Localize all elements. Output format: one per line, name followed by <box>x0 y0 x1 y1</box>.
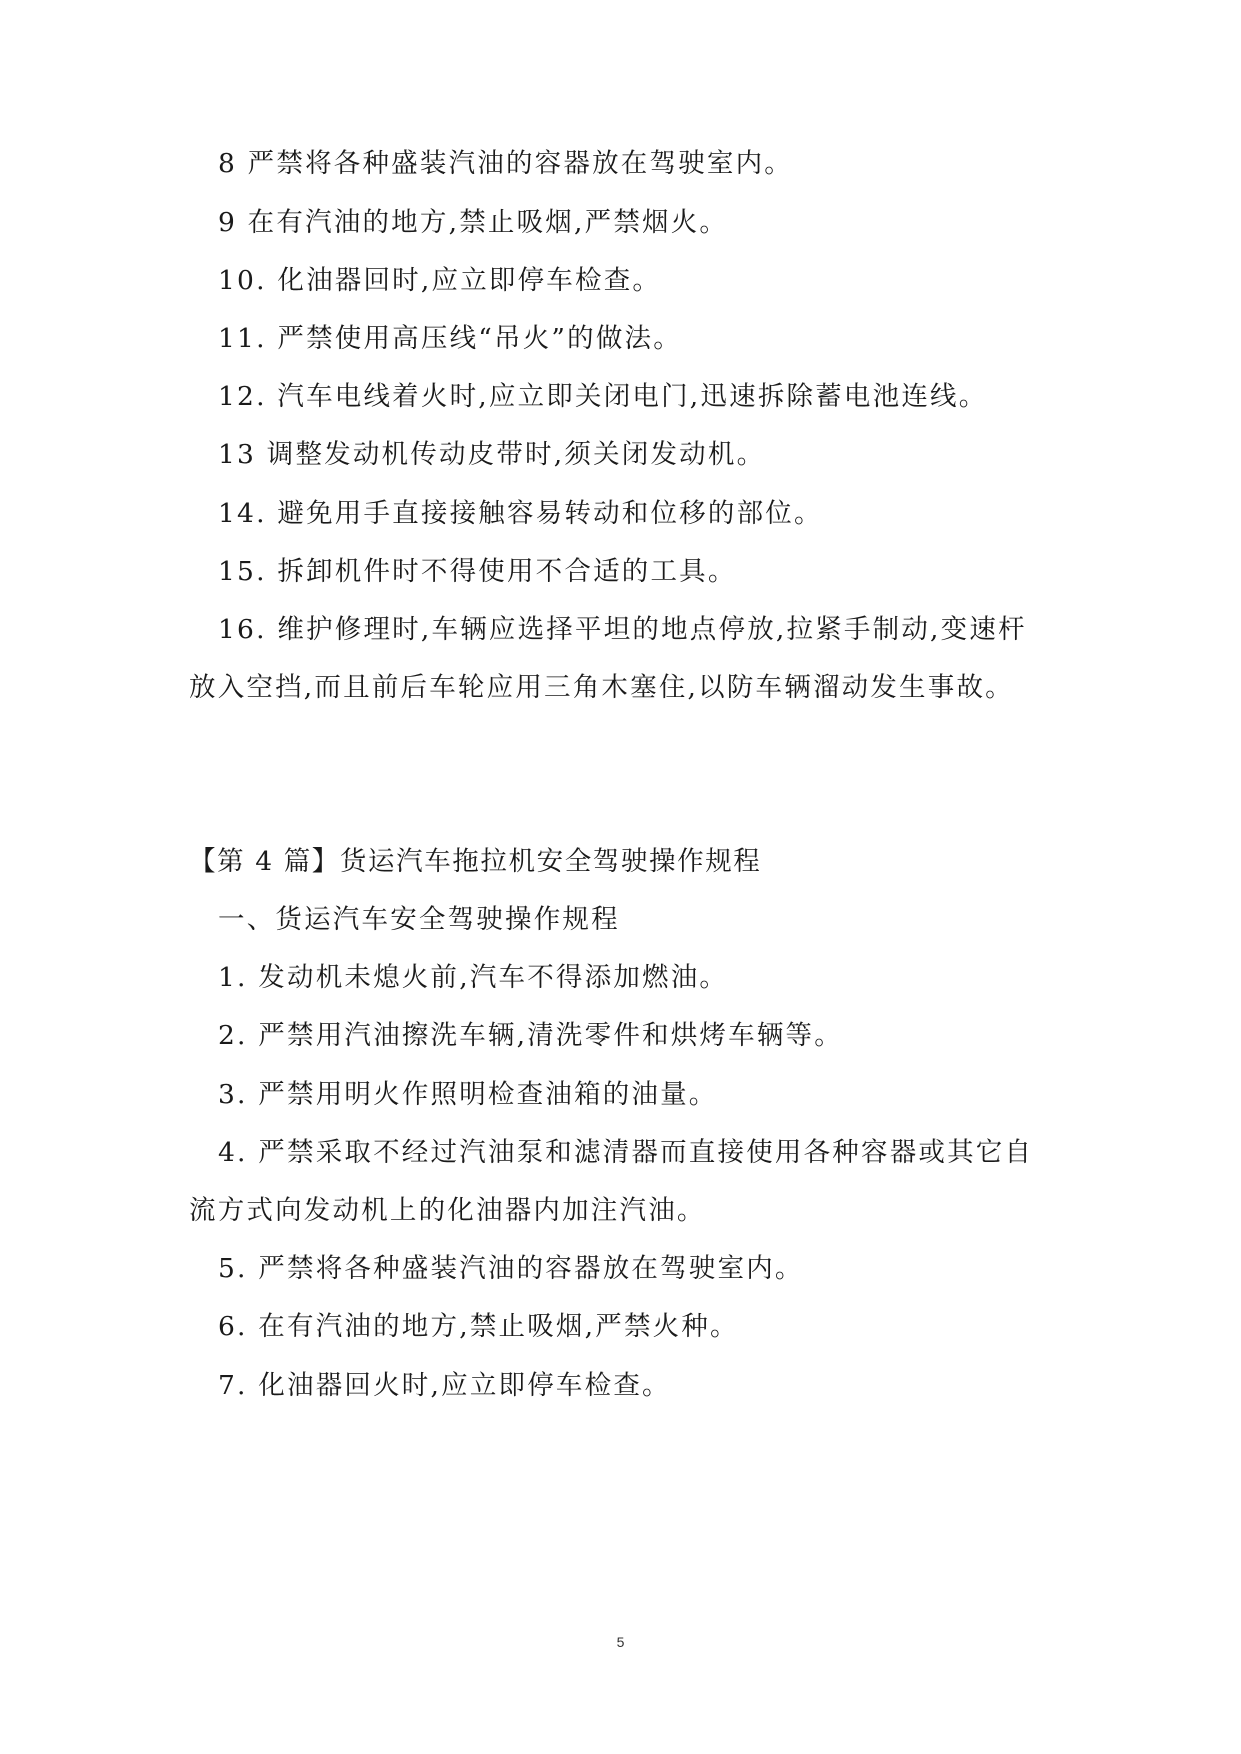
rule-item-14: 14. 避免用手直接接触容易转动和位移的部位。 <box>218 498 823 529</box>
section-item-7: 7. 化油器回火时,应立即停车检查。 <box>218 1370 671 1401</box>
section-item-3: 3. 严禁用明火作照明检查油箱的油量。 <box>218 1079 718 1110</box>
section-heading: 【第 4 篇】货运汽车拖拉机安全驾驶操作规程 <box>189 846 762 877</box>
rule-item-9: 9 在有汽油的地方,禁止吸烟,严禁烟火。 <box>218 207 729 238</box>
rule-item-13: 13 调整发动机传动皮带时,须关闭发动机。 <box>218 439 766 470</box>
rule-item-16: 16. 维护修理时,车辆应选择平坦的地点停放,拉紧手制动,变速杆 <box>218 614 1027 645</box>
section-subheading: 一、货运汽车安全驾驶操作规程 <box>218 904 620 935</box>
section-item-4-continuation: 流方式向发动机上的化油器内加注汽油。 <box>189 1195 706 1226</box>
rule-item-10: 10. 化油器回时,应立即停车检查。 <box>218 265 662 296</box>
page-number: 5 <box>616 1634 625 1650</box>
rule-item-15: 15. 拆卸机件时不得使用不合适的工具。 <box>218 556 737 587</box>
section-item-2: 2. 严禁用汽油擦洗车辆,清洗零件和烘烤车辆等。 <box>218 1020 843 1051</box>
rule-item-16-continuation: 放入空挡,而且前后车轮应用三角木塞住,以防车辆溜动发生事故。 <box>189 672 1014 703</box>
section-item-1: 1. 发动机未熄火前,汽车不得添加燃油。 <box>218 962 729 993</box>
section-item-4: 4. 严禁采取不经过汽油泵和滤清器而直接使用各种容器或其它自 <box>218 1137 1034 1168</box>
rule-item-12: 12. 汽车电线着火时,应立即关闭电门,迅速拆除蓄电池连线。 <box>218 381 988 412</box>
rule-item-8: 8 严禁将各种盛装汽油的容器放在驾驶室内。 <box>218 148 793 179</box>
section-item-5: 5. 严禁将各种盛装汽油的容器放在驾驶室内。 <box>218 1253 804 1284</box>
section-item-6: 6. 在有汽油的地方,禁止吸烟,严禁火种。 <box>218 1311 739 1342</box>
rule-item-11: 11. 严禁使用高压线“吊火”的做法。 <box>218 323 682 354</box>
